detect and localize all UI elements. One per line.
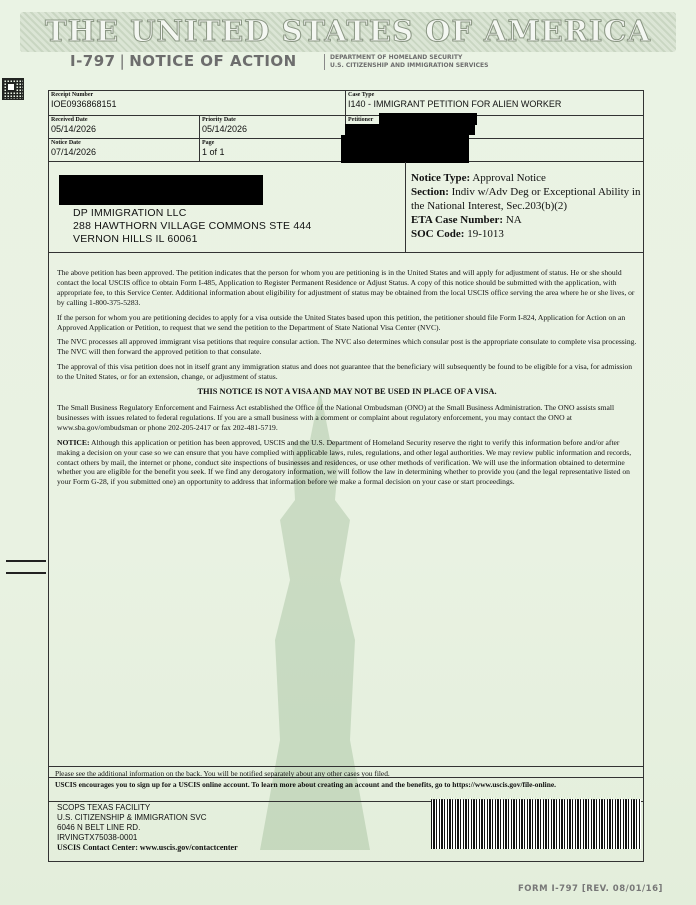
page-cell: [200, 139, 346, 162]
paragraph-verification: [57, 438, 637, 488]
notice-title: NOTICE OF ACTION: [129, 52, 297, 70]
department-line-1: DEPARTMENT OF HOMELAND SECURITY: [330, 54, 463, 61]
section-label: Section:: [411, 186, 449, 198]
notice-document: [48, 90, 644, 862]
soc-label: SOC Code:: [411, 228, 465, 240]
notice-label: NOTICE:: [57, 437, 90, 447]
priority-date-cell: [200, 116, 346, 139]
eta-case-number: [411, 213, 641, 227]
address-line-3: VERNON HILLS IL 60061: [73, 233, 198, 245]
paragraph-ombudsman: The Small Business Regulatory Enforcement and Fairness Act established the Office of the National Ombudsman (ONO) at the Small Business Administration. The ONO assists small businesses with issues related to federal regulations. If you are a small business with a comment or complaint about regulatory enforcement, you may contact the ONO at www.sba.gov/ombudsman or phone 202-205-2417 or fax 202-481-5719.: [57, 402, 615, 432]
return-address: [57, 803, 238, 853]
eta-label: ETA Case Number:: [411, 214, 504, 226]
department-line-2: U.S. CITIZENSHIP AND IMMIGRATION SERVICES: [330, 62, 489, 69]
notice-date-value: 07/14/2026: [51, 147, 97, 157]
return-address-line-3: 6046 N BELT LINE RD.: [57, 823, 141, 832]
case-type-value: I140 - IMMIGRANT PETITION FOR ALIEN WORKER: [348, 99, 562, 109]
redaction-bar: [59, 175, 263, 205]
case-type-label: Case Type: [348, 92, 375, 98]
petitioner-label: Petitioner: [348, 117, 374, 123]
notice-type-label: Notice Type:: [411, 172, 471, 184]
received-date-label: Received Date: [51, 117, 88, 123]
qr-code: [2, 78, 24, 100]
notice-date-cell: [49, 139, 200, 162]
online-account-line: [49, 777, 643, 791]
margin-mark: [6, 572, 46, 574]
receipt-number-value: IOE0936868151: [51, 99, 117, 109]
notice-type: [411, 171, 641, 185]
recipient-address: [73, 207, 311, 246]
redaction-bar: [345, 124, 475, 135]
banner: [20, 12, 676, 52]
section-value: Indiv w/Adv Deg or Exceptional Ability in the National Interest, Sec.203(b)(2): [411, 186, 641, 212]
form-name: I-797: [70, 52, 116, 70]
divider: [405, 162, 406, 252]
notice-date-label: Notice Date: [51, 140, 81, 146]
back-info-text: Please see the additional information on the back. You will be notified separately about any other cases you filed.: [55, 769, 390, 778]
return-address-line-2: U.S. CITIZENSHIP & IMMIGRATION SVC: [57, 813, 207, 822]
contact-center: USCIS Contact Center: www.uscis.gov/contactcenter: [57, 843, 238, 852]
divider: [49, 252, 643, 253]
soc-value: 19-1013: [467, 228, 504, 240]
barcode: [431, 799, 641, 849]
address-line-1: DP IMMIGRATION LLC: [73, 207, 187, 219]
notice-type-value: Approval Notice: [472, 172, 546, 184]
form-title: I-797 | NOTICE OF ACTION: [70, 52, 297, 70]
received-date-value: 05/14/2026: [51, 124, 97, 134]
margin-mark: [6, 560, 46, 562]
received-date-cell: [49, 116, 200, 139]
paragraph-approval: The above petition has been approved. The petition indicates that the person for whom you are petitioning is in the United States and will apply for adjustment of status. He or she should contact the local USCIS office to obtain Form I-485, Application to Register Permanent Residence or Adjust Status. A copy of this notice should be submitted with the application, with appropriate fee, to this Service Center. Additional information about eligibility for adjustment of status may be obtained from the local USCIS office serving the area where he or she lives, or by calling 1-800-375-5283.: [57, 268, 635, 307]
return-address-line-1: SCOPS TEXAS FACILITY: [57, 803, 151, 812]
soc-code: [411, 227, 641, 241]
page-value: 1 of 1: [202, 147, 225, 157]
notice-details: [411, 171, 641, 241]
notice-body: [57, 268, 637, 492]
online-account-text: USCIS encourages you to sign up for a USCIS online account. To learn more about creating an account and the benefits, go to https://www.uscis.gov/file-online.: [55, 780, 556, 789]
department-name: [324, 54, 488, 70]
section: [411, 185, 641, 213]
return-address-line-4: IRVINGTX75038-0001: [57, 833, 138, 842]
receipt-number-cell: [49, 91, 346, 116]
verification-text: Although this application or petition has been approved, USCIS and the U.S. Department of Homeland Security reserve the right to verify this information before and/or after making a decision on your case so we can ensure that you have complied with applicable laws, rules, regulations, and other legal authorities. We may review public information and records, contact others by mail, the internet or phone, conduct site inspections of businesses and residences, or use other methods of verification. We will use the information obtained to determine whether you are eligible for the benefit you seek. If we find any derogatory information, we will follow the law in determining whether to provide you (and the legal representative listed on your Form G-28, if you submitted one) an opportunity to address that information before we make a formal decision on your case or start proceedings.: [57, 437, 632, 487]
priority-date-label: Priority Date: [202, 117, 236, 123]
address-line-2: 288 HAWTHORN VILLAGE COMMONS STE 444: [73, 220, 312, 232]
eta-value: NA: [505, 214, 522, 226]
visa-warning: THIS NOTICE IS NOT A VISA AND MAY NOT BE USED IN PLACE OF A VISA.: [197, 387, 497, 397]
form-number: FORM I-797 [REV. 08/01/16]: [518, 884, 663, 894]
banner-title: THE UNITED STATES OF AMERICA: [45, 14, 651, 48]
paragraph-nvc: The NVC processes all approved immigrant visa petitions that require consular action. The NVC also determines which consular post is the appropriate consulate to complete visa processing. The NVC will then forward the approved petition to that consulate.: [57, 337, 637, 357]
paragraph-visa-abroad: If the person for whom you are petitioning decides to apply for a visa outside the United States based upon this petition, the petitioner should file Form I-824, Application for Action on an Approved Application or Petition, to request that we send the petition to the Department of State National Visa Center (NVC).: [57, 312, 626, 332]
redaction-bar: [341, 135, 469, 163]
paragraph-no-status: The approval of this visa petition does not in itself grant any immigration status and does not guarantee that the beneficiary will subsequently be found to be eligible for a visa, for admission to the United States, or for an extension, change, or adjustment of status.: [57, 362, 633, 382]
receipt-number-label: Receipt Number: [51, 92, 94, 98]
priority-date-value: 05/14/2026: [202, 124, 248, 134]
page-label: Page: [202, 140, 215, 146]
